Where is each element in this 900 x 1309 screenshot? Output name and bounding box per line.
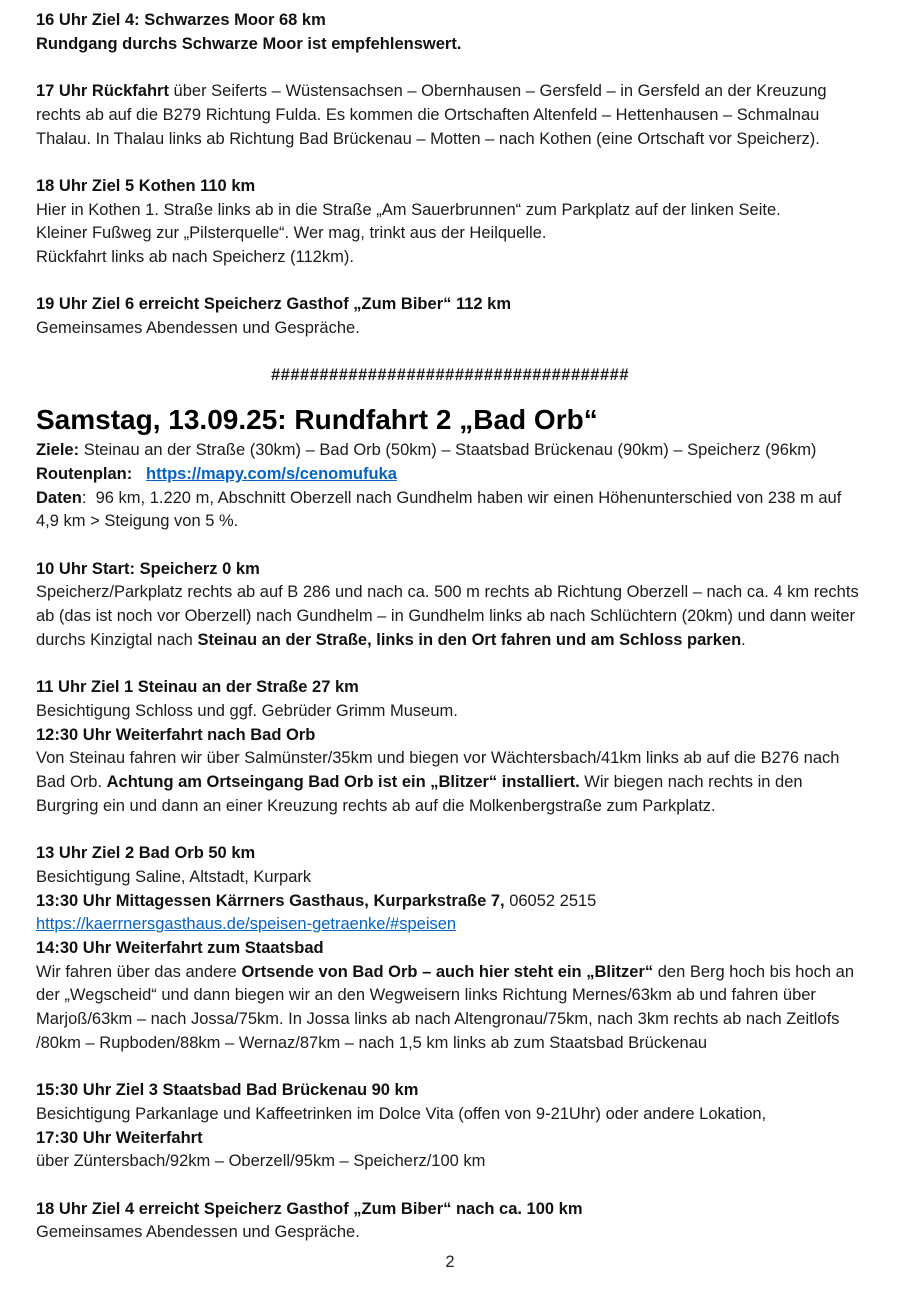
divider-hashes: #####################################: [270, 366, 630, 385]
line-routenplan: [36, 463, 864, 487]
heading-text: 14:30 Uhr Weiterfahrt zum Staatsbad: [36, 938, 324, 957]
heading-19uhr-ziel6: [36, 293, 864, 317]
line-besichtigung-parkanlage: [36, 1103, 864, 1127]
para-kothen-sauerbrunnen: [36, 199, 864, 223]
heading-10uhr-start: [36, 558, 864, 582]
gasthaus-link[interactable]: https://kaerrnersgasthaus.de/speisen-getraenke/#speisen: [36, 915, 457, 934]
line-text: Rundgang durchs Schwarze Moor ist empfehlenswert.: [36, 34, 462, 53]
text-run: 06052 2515: [509, 891, 597, 910]
heading-1230-weiterfahrt: [36, 724, 864, 748]
heading-text: 17:30 Uhr Weiterfahrt: [36, 1128, 203, 1147]
page-number: 2: [445, 1253, 455, 1272]
line-rundgang-empfehlung: [36, 33, 864, 57]
text-run: : 96 km, 1.220 m, Abschnitt Oberzell nach Gundhelm haben wir einen Höhenunterschied von 238 m auf 4,9 km > Steigung von 5 %.: [36, 488, 846, 531]
para-abendessen-2: [36, 1221, 864, 1245]
routenplan-link[interactable]: https://mapy.com/s/cenomufuka: [146, 464, 397, 483]
bold-run: Achtung am Ortseingang Bad Orb ist ein „Blitzer“ installiert.: [106, 773, 585, 791]
line-gasthaus-link: [36, 913, 864, 937]
document-page: [36, 9, 864, 1275]
heading-18uhr-ziel5: [36, 175, 864, 199]
text-run: Wir biegen nach rechts in den Burgring ein und dann an einer Kreuzung rechts ab auf die Molkenbergstraße zum Parkplatz.: [36, 773, 808, 815]
para-zum-staatsbad: [36, 961, 864, 1056]
bold-run: Daten: [36, 488, 82, 507]
heading-text: 18 Uhr Ziel 5 Kothen 110 km: [36, 176, 256, 195]
text-run: Gemeinsames Abendessen und Gespräche.: [36, 1223, 360, 1242]
line-mittagessen: [36, 890, 864, 914]
text-run: über Seiferts – Wüstensachsen – Obernhausen – Gersfeld – in Gersfeld an der Kreuzung rechts ab auf die B279 Richtung Fulda. Es kommen die Ortschaften Altenfeld – Hettenhausen – Schmalnau Thalau. In Thalau links ab Richtung Bad Brückenau – Motten – nach Kothen (eine Ortschaft vor Speicherz).: [36, 82, 832, 148]
text-run: Wir fahren über das andere: [36, 962, 242, 981]
heading-11uhr-ziel1: [36, 676, 864, 700]
heading-18uhr-ziel4-erreicht: [36, 1198, 864, 1222]
line-ziele: [36, 439, 864, 463]
heading-text: 11 Uhr Ziel 1 Steinau an der Straße 27 km: [36, 678, 359, 697]
text-run: Besichtigung Saline, Altstadt, Kurpark: [36, 867, 312, 886]
heading-text: 19 Uhr Ziel 6 erreicht Speicherz Gasthof „Zum Biber“ 112 km: [36, 295, 511, 314]
bold-run: Steinau an der Straße, links in den Ort fahren und am Schloss parken: [197, 630, 742, 649]
heading-1530-ziel3: [36, 1079, 864, 1103]
section-divider: [36, 364, 864, 388]
line-besichtigung-saline: [36, 866, 864, 890]
bold-run: Ziele:: [36, 441, 84, 460]
text-run: Hier in Kothen 1. Straße links ab in die Straße „Am Sauerbrunnen“ zum Parkplatz auf der linken Seite.: [36, 200, 781, 219]
bold-run: 17 Uhr Rückfahrt: [36, 82, 174, 101]
text-run: Steinau an der Straße (30km) – Bad Orb (50km) – Staatsbad Brückenau (90km) – Speicherz (96km): [83, 441, 817, 460]
heading-text: 15:30 Uhr Ziel 3 Staatsbad Bad Brückenau 90 km: [36, 1081, 419, 1100]
bold-run: Ortsende von Bad Orb – auch hier steht ein „Blitzer“: [241, 962, 658, 981]
heading-text: 10 Uhr Start: Speicherz 0 km: [36, 559, 260, 578]
heading-text: 12:30 Uhr Weiterfahrt nach Bad Orb: [36, 725, 316, 744]
para-daten: [36, 487, 864, 534]
line-ueber-zuentersbach: [36, 1150, 864, 1174]
para-nach-bad-orb: [36, 747, 864, 818]
text-run: Besichtigung Schloss und ggf. Gebrüder Grimm Museum.: [36, 701, 458, 720]
heading-1430-weiterfahrt: [36, 937, 864, 961]
text-run: Besichtigung Parkanlage und Kaffeetrinken im Dolce Vita (offen von 9-21Uhr) oder andere Lokation,: [36, 1104, 767, 1123]
para-abendessen-1: [36, 317, 864, 341]
para-pilsterquelle: [36, 222, 864, 246]
day-title: Samstag, 13.09.25: Rundfahrt 2 „Bad Orb“: [36, 404, 598, 436]
text-run: Von Steinau fahren wir über Salmünster/35km und biegen vor Wächtersbach/41km links ab auf die B276 nach Bad Orb.: [36, 749, 845, 791]
text-run: Speicherz/Parkplatz rechts ab auf B 286 und nach ca. 500 m rechts ab Richtung Oberzell – nach ca. 4 km rechts ab (das ist noch vor Oberzell) nach Gundhelm – in Gundhelm links ab nach Schlüchtern (20km) und dann weiter durchs Kinzigtal nach: [36, 583, 864, 649]
text-run: den Berg hoch bis hoch an der „Wegscheid“ und dann biegen wir an den Wegweisern links Richtung Mernes/63km ab und fahren über Marjoß/63km – nach Jossa/75km. In Jossa links ab nach Altengronau/75km, nach 3km rechts ab nach Zeitlofs /80km – Rupboden/88km – Wernaz/87km – nach 1,5 km links ab zum Staatsbad Brückenau: [36, 962, 859, 1052]
heading-text: 16 Uhr Ziel 4: Schwarzes Moor 68 km: [36, 11, 326, 29]
line-besichtigung-schloss: [36, 700, 864, 724]
para-17uhr-rueckfahrt: [36, 80, 864, 151]
text-run: Kleiner Fußweg zur „Pilsterquelle“. Wer mag, trinkt aus der Heilquelle.: [36, 224, 547, 243]
heading-text: 13 Uhr Ziel 2 Bad Orb 50 km: [36, 844, 256, 863]
text-run: Gemeinsames Abendessen und Gespräche.: [36, 319, 360, 338]
text-run: über Züntersbach/92km – Oberzell/95km – Speicherz/100 km: [36, 1152, 486, 1171]
heading-text: 18 Uhr Ziel 4 erreicht Speicherz Gasthof „Zum Biber“ nach ca. 100 km: [36, 1199, 583, 1218]
heading-13uhr-ziel2: [36, 842, 864, 866]
para-startroute: [36, 581, 864, 652]
text-run: .: [741, 630, 746, 649]
bold-run: Routenplan:: [36, 464, 146, 483]
heading-16uhr-ziel4: [36, 9, 864, 33]
bold-run: 13:30 Uhr Mittagessen Kärrners Gasthaus, Kurparkstraße 7,: [36, 891, 510, 910]
heading-1730-weiterfahrt: [36, 1127, 864, 1151]
para-rueckfahrt-speicherz: [36, 246, 864, 270]
text-run: Rückfahrt links ab nach Speicherz (112km).: [36, 248, 354, 266]
